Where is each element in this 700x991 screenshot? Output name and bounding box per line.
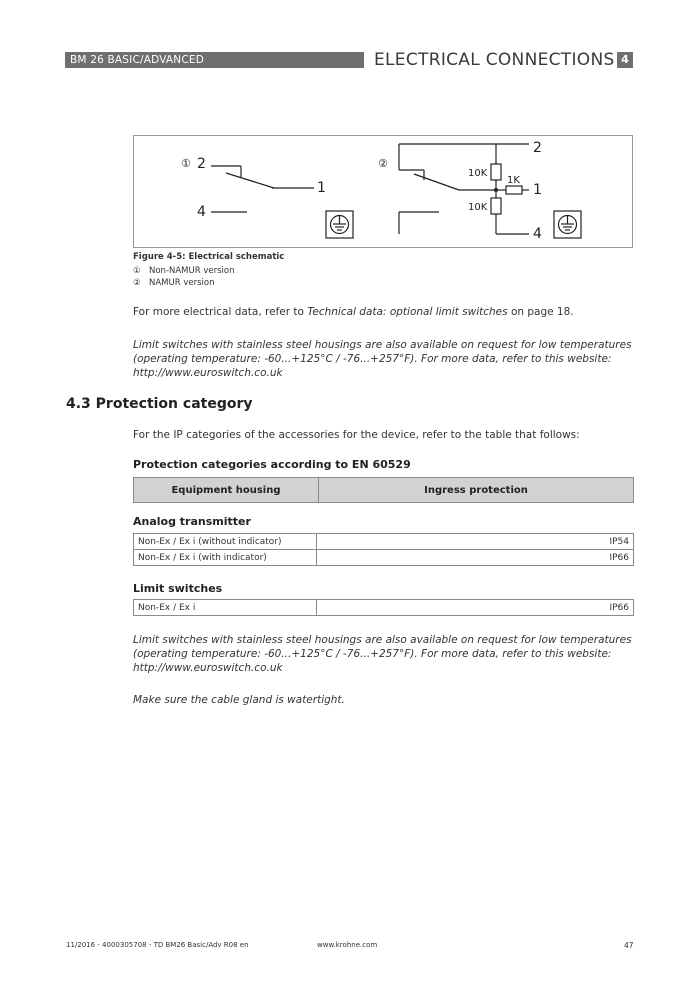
technical-data-link[interactable]: Technical data: optional limit switches <box>307 306 508 318</box>
right-label-1: 1 <box>533 182 542 198</box>
note-line: (operating temperature: -60...+125°C / -76...+257°F). For more data, refer to this website: <box>133 648 612 660</box>
resistor-upper-label: 10K <box>468 168 488 179</box>
table-row <box>134 600 634 616</box>
resistor-lower-label: 10K <box>468 202 488 213</box>
schematic-drawing <box>134 136 634 249</box>
note-line: (operating temperature: -60...+125°C / -76...+257°F). For more data, refer to this website: <box>133 353 612 365</box>
section-intro: For the IP categories of the accessories for the device, refer to the table that follows: <box>133 429 580 441</box>
marker-1: ① <box>181 157 191 170</box>
footer-website[interactable]: www.krohne.com <box>317 941 378 949</box>
left-label-2: 2 <box>197 156 206 172</box>
left-label-4: 4 <box>197 204 206 220</box>
table-row <box>134 534 634 550</box>
legend-label: Non-NAMUR version <box>149 266 235 276</box>
limit-switches-table <box>133 599 634 616</box>
electrical-schematic-figure <box>133 135 633 248</box>
note-stainless-steel-repeat <box>133 633 638 675</box>
legend-marker: ② <box>133 278 141 288</box>
ip-cell: IP54 <box>317 534 634 550</box>
resistor-series <box>506 186 522 194</box>
euroswitch-link[interactable]: http://www.euroswitch.co.uk <box>133 367 283 379</box>
right-label-4: 4 <box>533 226 542 242</box>
resistor-lower <box>491 198 501 214</box>
ip-cell: IP66 <box>317 550 634 566</box>
right-switch-contact <box>414 174 459 190</box>
column-header-housing: Equipment housing <box>134 478 319 503</box>
reference-paragraph <box>133 305 574 319</box>
marker-2: ② <box>378 157 388 170</box>
housing-cell: Non-Ex / Ex i (without indicator) <box>134 534 317 550</box>
protection-table-header <box>133 477 634 503</box>
group-heading-limit-switches: Limit switches <box>133 582 223 595</box>
note-line: Limit switches with stainless steel housings are also available on request for low temperatures <box>133 634 632 646</box>
note-cable-gland: Make sure the cable gland is watertight. <box>133 694 345 706</box>
footer-document-id: 11/2016 - 4000305708 - TD BM26 Basic/Adv R08 en <box>66 941 249 949</box>
table-row <box>134 550 634 566</box>
resistor-series-label: 1K <box>507 175 520 186</box>
figure-caption: Figure 4-5: Electrical schematic <box>133 252 285 262</box>
left-label-1: 1 <box>317 180 326 196</box>
document-header-label: BM 26 BASIC/ADVANCED <box>65 52 364 68</box>
column-header-ingress: Ingress protection <box>319 478 634 503</box>
left-switch-contact <box>226 173 274 188</box>
legend-marker: ① <box>133 266 141 276</box>
resistor-upper <box>491 164 501 180</box>
chapter-number-badge: 4 <box>617 52 633 68</box>
housing-cell: Non-Ex / Ex i <box>134 600 317 616</box>
section-header-title: ELECTRICAL CONNECTIONS <box>374 50 615 70</box>
page-number: 47 <box>624 941 634 950</box>
section-heading: 4.3 Protection category <box>66 396 253 412</box>
analog-transmitter-table <box>133 533 634 566</box>
legend-item <box>133 266 234 276</box>
legend-label: NAMUR version <box>149 278 215 288</box>
table-title: Protection categories according to EN 60529 <box>133 458 411 471</box>
note-stainless-steel <box>133 338 638 380</box>
euroswitch-link[interactable]: http://www.euroswitch.co.uk <box>133 662 283 674</box>
reference-prefix: For more electrical data, refer to <box>133 306 308 318</box>
group-heading-analog: Analog transmitter <box>133 515 251 528</box>
ip-cell: IP66 <box>317 600 634 616</box>
housing-cell: Non-Ex / Ex i (with indicator) <box>134 550 317 566</box>
reference-suffix: on page 18. <box>507 306 574 318</box>
right-label-2: 2 <box>533 140 542 156</box>
legend-item <box>133 278 214 288</box>
note-line: Limit switches with stainless steel housings are also available on request for low temperatures <box>133 339 632 351</box>
